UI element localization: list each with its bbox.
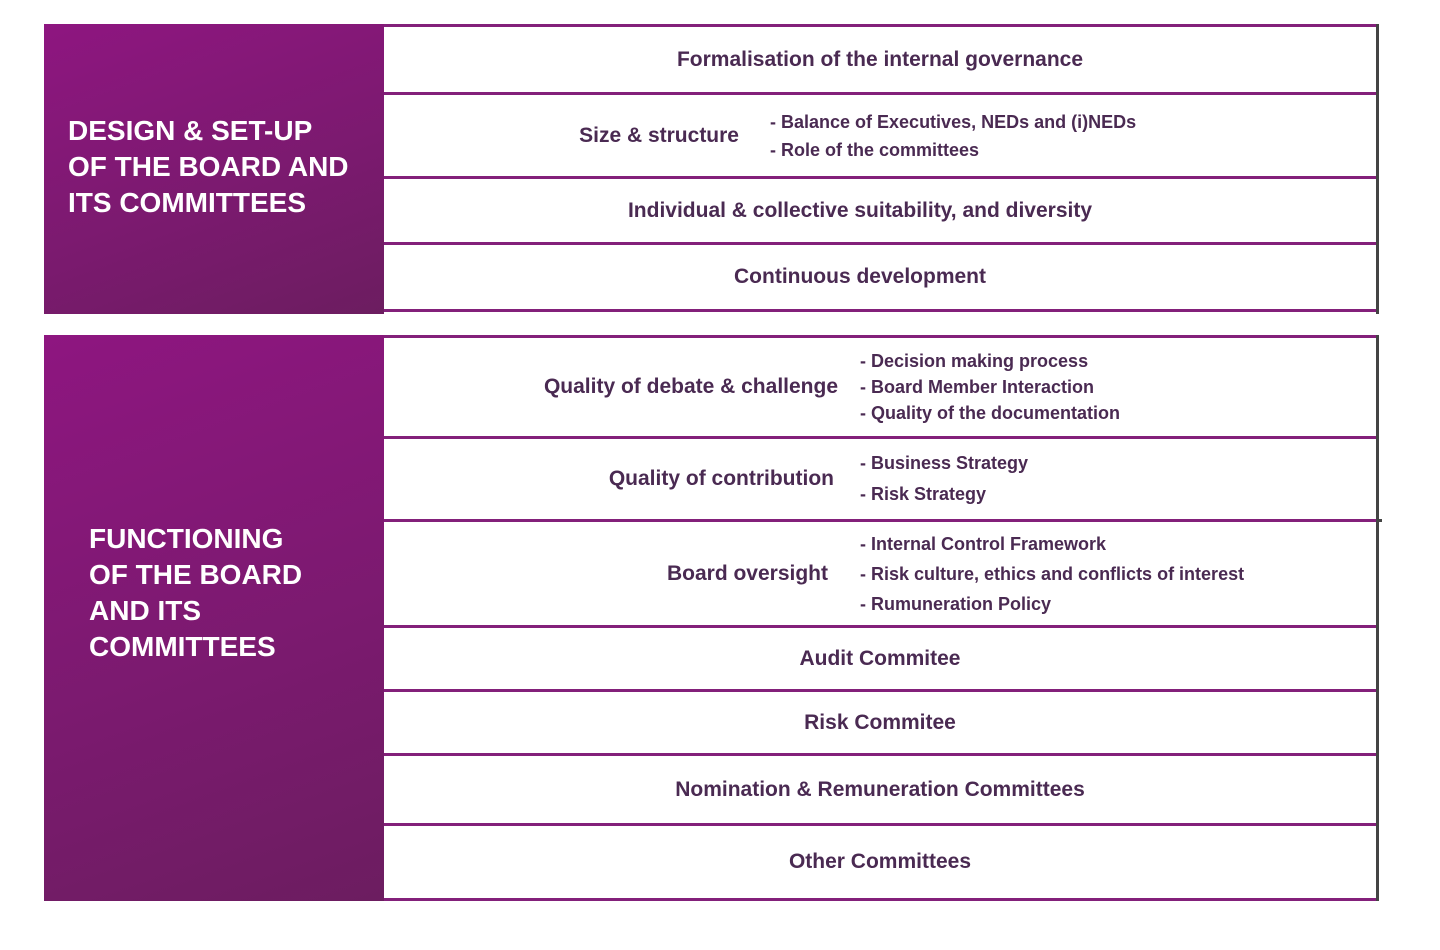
row-risk-committee bbox=[384, 689, 1376, 753]
section-header bbox=[44, 335, 384, 901]
row-formalisation bbox=[384, 24, 1376, 93]
row-label: Risk Commitee bbox=[804, 710, 956, 734]
row-label: Quality of contribution bbox=[608, 467, 834, 490]
row-bullets bbox=[860, 529, 1244, 619]
row-other-committees bbox=[384, 823, 1376, 901]
row-label: Board oversight bbox=[666, 561, 828, 585]
row-label: Formalisation of the internal governance bbox=[676, 48, 1084, 71]
row-contribution bbox=[384, 436, 1376, 519]
bullet-item: - Rumuneration Policy bbox=[860, 593, 1052, 614]
section-title: DESIGN & SET-UP OF THE BOARD AND ITS COMMITTEES bbox=[68, 115, 349, 218]
row-label: Continuous development bbox=[734, 265, 986, 288]
row-label: Nomination & Remuneration Committees bbox=[675, 777, 1085, 801]
section-rows bbox=[384, 335, 1379, 901]
row-bullets bbox=[860, 448, 1028, 510]
row-label: Other Committees bbox=[788, 850, 972, 873]
row-size-structure bbox=[384, 92, 1376, 177]
section-functioning bbox=[44, 335, 1379, 901]
row-label: Size & structure bbox=[579, 124, 739, 147]
divider-stub bbox=[1376, 519, 1382, 522]
row-suitability bbox=[384, 176, 1376, 243]
section-title: FUNCTIONING OF THE BOARD AND ITS COMMITTEES bbox=[89, 523, 303, 662]
row-audit-committee bbox=[384, 625, 1376, 689]
bullet-item: - Balance of Executives, NEDs and (i)NEDs bbox=[770, 112, 1137, 132]
row-nomination-remuneration bbox=[384, 753, 1376, 823]
bullet-item: - Quality of the documentation bbox=[860, 403, 1120, 423]
section-design-setup bbox=[44, 24, 1379, 314]
row-board-oversight bbox=[384, 519, 1376, 625]
row-label: Audit Commitee bbox=[799, 646, 961, 670]
section-rows bbox=[384, 24, 1379, 314]
row-bullets bbox=[770, 108, 1136, 164]
row-debate-challenge bbox=[384, 335, 1376, 436]
bullet-item: - Business Strategy bbox=[860, 453, 1029, 473]
bullet-item: - Risk Strategy bbox=[860, 484, 987, 504]
bullet-item: - Internal Control Framework bbox=[860, 533, 1107, 554]
row-bullets bbox=[860, 348, 1120, 426]
section-header bbox=[44, 24, 384, 314]
row-label: Quality of debate & challenge bbox=[543, 375, 838, 398]
bullet-item: - Role of the committees bbox=[770, 140, 980, 160]
bullet-item: - Decision making process bbox=[860, 351, 1089, 371]
bullet-item: - Risk culture, ethics and conflicts of interest bbox=[860, 563, 1245, 584]
bullet-item: - Board Member Interaction bbox=[860, 377, 1095, 397]
row-continuous-development bbox=[384, 242, 1376, 312]
row-label: Individual & collective suitability, and diversity bbox=[627, 199, 1093, 222]
